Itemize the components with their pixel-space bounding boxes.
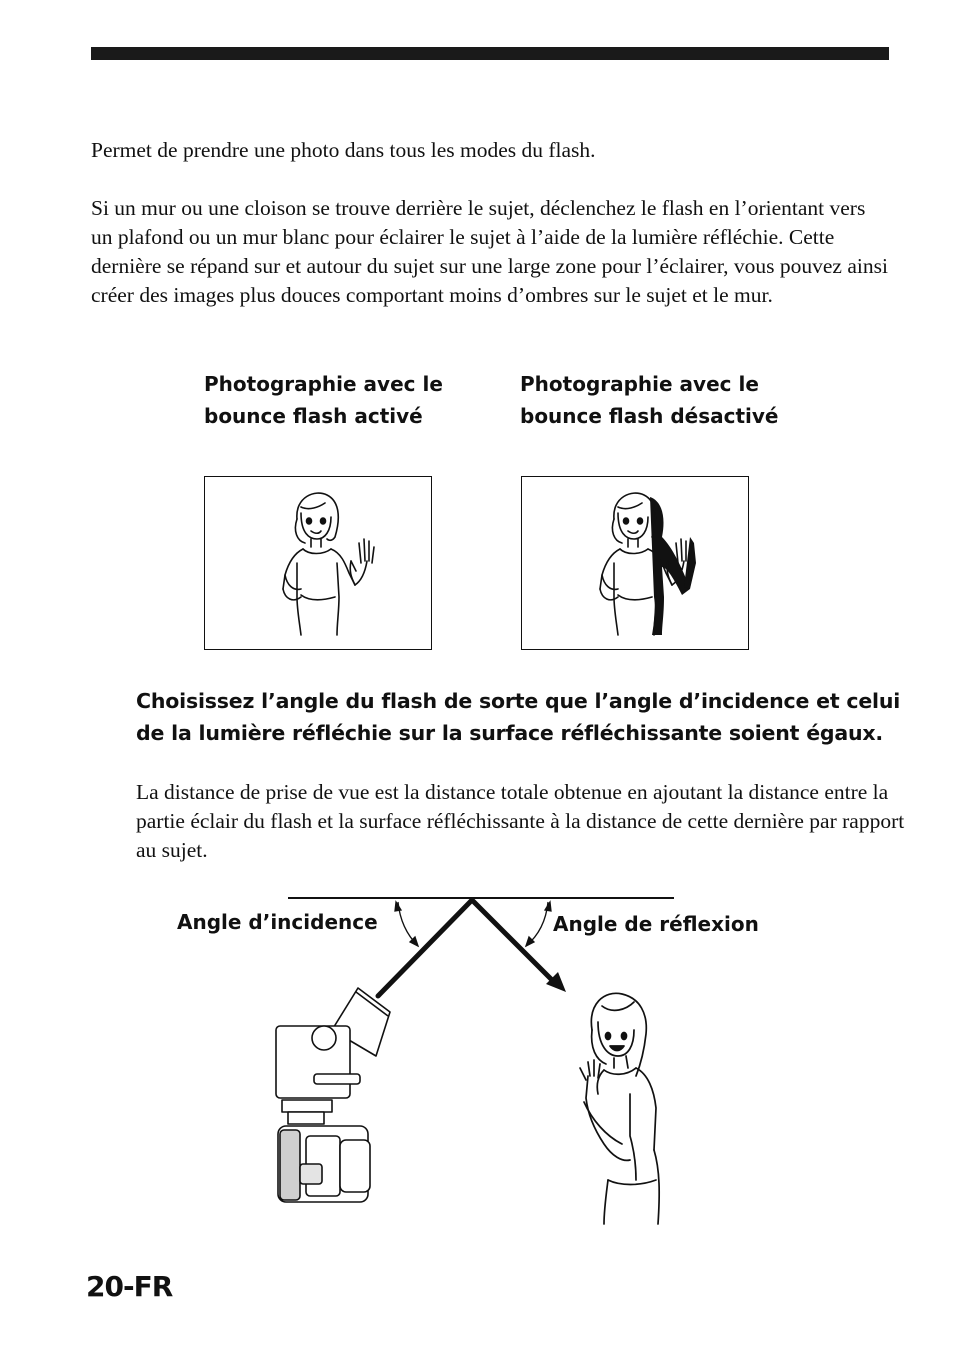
- angle-incidence-label: Angle d’incidence: [177, 910, 378, 934]
- instruction-heading: Choisissez l’angle du flash de sorte que l’angle d’incidence et celui de la lumière réfléchie sur la surface réfléchissante soient égaux.: [136, 689, 901, 745]
- page-number: 20-FR: [86, 1270, 173, 1303]
- camera-with-flash-icon: [276, 988, 390, 1202]
- intro-line: Permet de prendre une photo dans tous les modes du flash.: [91, 138, 596, 162]
- photo-bounce-off: [521, 476, 749, 650]
- header-rule: [91, 47, 889, 60]
- caption-bounce-on: Photographie avec le bounce flash activé: [204, 372, 443, 428]
- intro-paragraph: Si un mur ou une cloison se trouve derrière le sujet, déclenchez le flash en l’orientant vers un plafond ou un mur blanc pour éclairer le sujet à l’aide de la lumière réfléchie. Cette dernière se répand sur et autour du sujet sur une large zone pour l’éclairer, vous pouvez ainsi créer des images plus douces comportant moins d’ombres sur le sujet et le mur.: [91, 196, 888, 307]
- angle-arcs: [395, 902, 551, 946]
- subject-girl-icon: [580, 993, 659, 1224]
- caption-bounce-off: Photographie avec le bounce flash désactivé: [520, 372, 779, 428]
- instruction-body: La distance de prise de vue est la distance totale obtenue en ajoutant la distance entre la partie éclair du flash et la surface réfléchissante à la distance de cette dernière par rapport au sujet.: [136, 780, 905, 862]
- angle-reflection-label: Angle de réflexion: [553, 912, 759, 936]
- light-path: [378, 900, 566, 996]
- photo-bounce-on: [204, 476, 432, 650]
- girl-hard-shadow-illustration: [522, 477, 748, 649]
- girl-soft-light-illustration: [205, 477, 431, 649]
